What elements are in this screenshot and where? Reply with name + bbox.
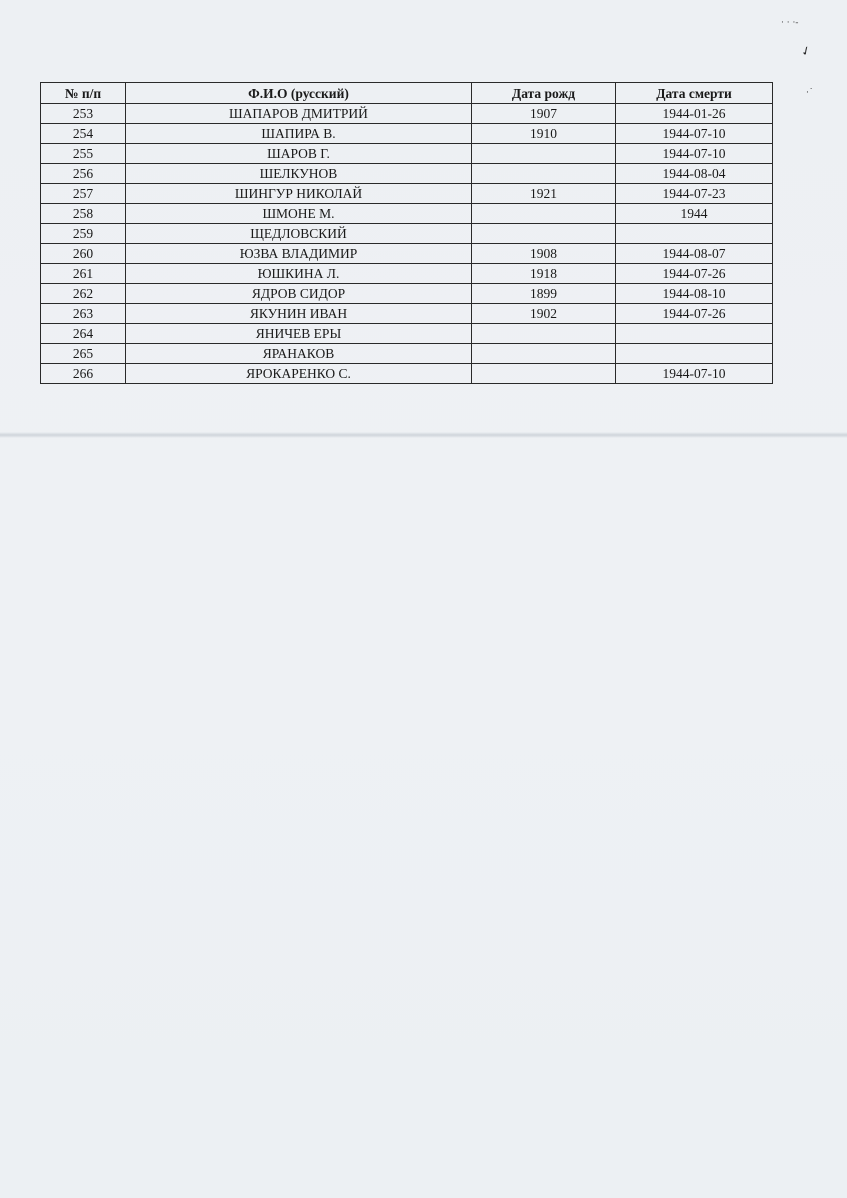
table-row [41, 244, 773, 264]
row-birth [472, 164, 616, 184]
row-name: ШЕЛКУНОВ [126, 164, 472, 184]
row-name: ЩЕДЛОВСКИЙ [126, 224, 472, 244]
table-row [41, 364, 773, 384]
row-death: 1944-07-10 [616, 364, 773, 384]
row-birth: 1918 [472, 264, 616, 284]
table-row [41, 284, 773, 304]
table-row [41, 204, 773, 224]
row-number: 255 [41, 144, 126, 164]
table-header-row [41, 83, 773, 104]
scan-fold-line [0, 432, 847, 438]
row-name: ЯНИЧЕВ ЕРЫ [126, 324, 472, 344]
row-birth: 1910 [472, 124, 616, 144]
row-name: ЮЗВА ВЛАДИМИР [126, 244, 472, 264]
row-death: 1944-07-10 [616, 144, 773, 164]
row-number: 259 [41, 224, 126, 244]
table-row [41, 264, 773, 284]
row-birth [472, 364, 616, 384]
row-death: 1944-07-23 [616, 184, 773, 204]
row-birth [472, 204, 616, 224]
row-birth: 1902 [472, 304, 616, 324]
row-name: ЮШКИНА Л. [126, 264, 472, 284]
row-number: 258 [41, 204, 126, 224]
row-number: 257 [41, 184, 126, 204]
header-death-date: Дата смерти [616, 83, 773, 104]
scan-speck-top: · · ·- [781, 18, 799, 28]
row-death: 1944-01-26 [616, 104, 773, 124]
header-birth-date: Дата рожд [472, 83, 616, 104]
row-name: ШАПИРА В. [126, 124, 472, 144]
row-death: 1944-08-04 [616, 164, 773, 184]
row-number: 263 [41, 304, 126, 324]
table-row [41, 324, 773, 344]
table-row [41, 304, 773, 324]
header-full-name: Ф.И.О (русский) [126, 83, 472, 104]
table-row [41, 144, 773, 164]
row-number: 261 [41, 264, 126, 284]
table-row [41, 184, 773, 204]
row-number: 260 [41, 244, 126, 264]
row-birth [472, 224, 616, 244]
row-name: ЯРАНАКОВ [126, 344, 472, 364]
scan-speck-right: ·˙ [806, 88, 814, 98]
row-death: 1944-07-26 [616, 304, 773, 324]
table-row [41, 224, 773, 244]
row-name: ШАРОВ Г. [126, 144, 472, 164]
row-birth [472, 144, 616, 164]
row-birth: 1921 [472, 184, 616, 204]
row-birth: 1908 [472, 244, 616, 264]
header-number: № п/п [41, 83, 126, 104]
row-name: ШМОНЕ М. [126, 204, 472, 224]
row-death [616, 344, 773, 364]
row-number: 262 [41, 284, 126, 304]
row-name: ЯКУНИН ИВАН [126, 304, 472, 324]
row-name: ШИНГУР НИКОЛАЙ [126, 184, 472, 204]
burial-registry-table [40, 82, 773, 384]
row-name: ЯДРОВ СИДОР [126, 284, 472, 304]
row-number: 265 [41, 344, 126, 364]
row-name: ШАПАРОВ ДМИТРИЙ [126, 104, 472, 124]
row-death [616, 324, 773, 344]
table-row [41, 124, 773, 144]
row-death: 1944-07-10 [616, 124, 773, 144]
table-row [41, 164, 773, 184]
table-row [41, 104, 773, 124]
row-death: 1944 [616, 204, 773, 224]
row-number: 253 [41, 104, 126, 124]
row-name: ЯРОКАРЕНКО С. [126, 364, 472, 384]
row-birth [472, 324, 616, 344]
pen-tick-mark: ✓ [798, 42, 814, 60]
row-number: 256 [41, 164, 126, 184]
row-death: 1944-07-26 [616, 264, 773, 284]
row-death: 1944-08-07 [616, 244, 773, 264]
row-birth [472, 344, 616, 364]
row-number: 254 [41, 124, 126, 144]
row-number: 264 [41, 324, 126, 344]
row-death: 1944-08-10 [616, 284, 773, 304]
table-row [41, 344, 773, 364]
row-birth: 1899 [472, 284, 616, 304]
row-number: 266 [41, 364, 126, 384]
row-birth: 1907 [472, 104, 616, 124]
row-death [616, 224, 773, 244]
